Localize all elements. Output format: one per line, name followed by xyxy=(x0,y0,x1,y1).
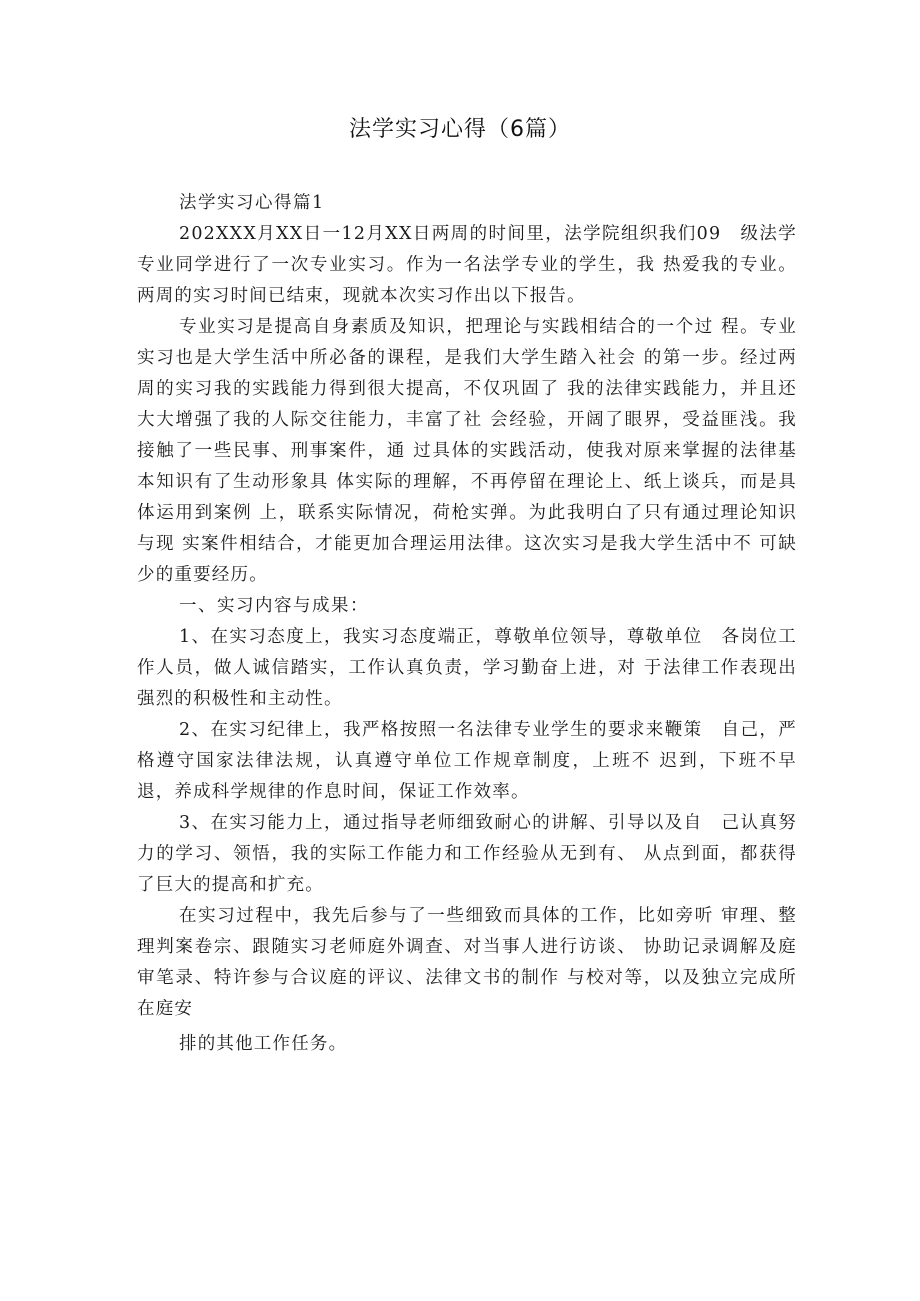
paragraph: 1、在实习态度上，我实习态度端正，尊敬单位领导，尊敬单位 各岗位工作人员，做人诚信踏实，工作认真负责，学习勤奋上进，对 于法律工作表现出强烈的积极性和主动性。 xyxy=(137,627,797,709)
section-heading: 法学实习心得篇1 xyxy=(179,193,325,213)
paragraph: 排的其他工作任务。 xyxy=(179,1034,348,1054)
paragraph: 专业实习是提高自身素质及知识，把理论与实践相结合的一个过 程。专业实习也是大学生活中所必备的课程，是我们大学生踏入社会 的第一步。经过两周的实习我的实践能力得到很大提高，不仅巩固了 我的法律实践能力，并且还大大增强了我的人际交往能力，丰富了社 会经验，开阔了眼界，受益匪浅。我接触了一些民事、刑事案件，通 过具体的实践活动，使我对原来掌握的法律基本知识有了生动形象具 体实际的理解，不再停留在理论上、纸上谈兵，而是具体运用到案例 上，联系实际情况，荷枪实弹。为此我明白了只有通过理论知识与现 实案件相结合，才能更加合理运用法律。这次实习是我大学生活中不 可缺少的重要经历。 xyxy=(137,317,797,585)
document-title: 法学实习心得（6篇） xyxy=(349,117,571,142)
document-body xyxy=(137,188,797,1060)
paragraph: 202XXX月XX日一12月XX日两周的时间里，法学院组织我们09 级法学专业同学进行了一次专业实习。作为一名法学专业的学生，我 热爱我的专业。两周的实习时间已结束，现就本次实习作出以下报告。 xyxy=(137,224,797,306)
paragraph: 在实习过程中，我先后参与了一些细致而具体的工作，比如旁听 审理、整理判案卷宗、跟随实习老师庭外调查、对当事人进行访谈、 协助记录调解及庭审笔录、特许参与合议庭的评议、法律文书的制作 与校对等，以及独立完成所在庭安 xyxy=(137,906,797,1019)
paragraph: 2、在实习纪律上，我严格按照一名法律专业学生的要求来鞭策 自己，严格遵守国家法律法规，认真遵守单位工作规章制度，上班不 迟到，下班不早退，养成科学规律的作息时间，保证工作效率。 xyxy=(137,720,797,802)
paragraph: 3、在实习能力上，通过指导老师细致耐心的讲解、引导以及自 己认真努力的学习、领悟，我的实际工作能力和工作经验从无到有、 从点到面，都获得了巨大的提高和扩充。 xyxy=(137,813,797,895)
subsection-heading: 一、实习内容与成果： xyxy=(179,596,369,616)
